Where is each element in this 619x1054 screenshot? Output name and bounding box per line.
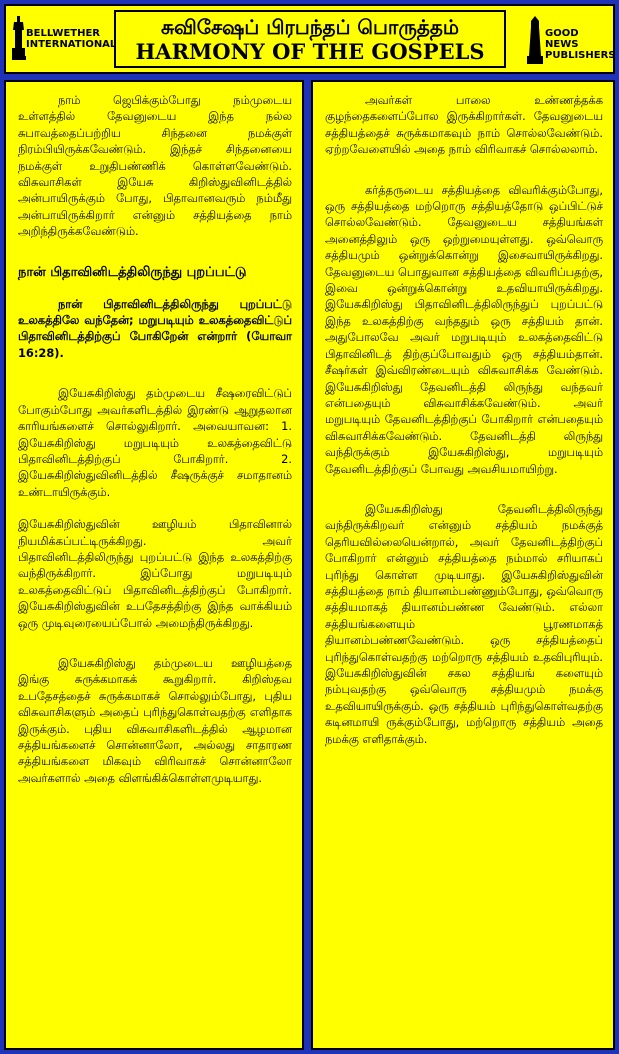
title-english: HARMONY OF THE GOSPELS (135, 39, 485, 64)
tower-icon (12, 16, 26, 60)
paragraph: இயேசுகிறிஸ்து தம்முடைய சீஷரைவிட்டுப் போகும்போது அவர்களிடத்தில் இரண்டு ஆறுதலான காரியங்களைச் சொல்லுகிறார். அவையாவன: 1. இயேசுகிறிஸ்து மறுபடியும் உலகத்தைவிட்டு பிதாவினிடத்திற்குப் போகிறார். 2. இயேசுகிறிஸ்துவினிடத்தில் சீஷருக்குச் சமாதானம் உண்டாயிருக்கும். (18, 386, 292, 499)
paragraph: இயேசுகிறிஸ்துவின் ஊழியம் பிதாவினால் நியமிக்கப்பட்டிருக்கிறது. அவர் பிதாவினிடத்திலிருந்து புறப்பட்டு இந்த உலகத்திற்கு வந்திருக்கிறார். இப்போது மறுபடியும் உலகத்தைவிட்டுப் பிதாவினிடத்திற்குப் போகிறார். இயேசுகிறிஸ்துவின் உபதேசத்திற்கு இந்த வாக்கியம் ஒரு முடிவுரையைப்போல் அமைந்திருக்கிறது. (18, 517, 292, 630)
bellwether-logo-text: BELLWETHER INTERNATIONAL (26, 28, 117, 50)
title-tamil: சுவிசேஷப் பிரபந்தப் பொருத்தம் (160, 15, 460, 39)
right-column (311, 80, 615, 1050)
lighthouse-icon (527, 16, 543, 64)
section-heading: நான் பிதாவினிடத்திலிருந்து புறப்பட்டு (18, 264, 247, 280)
header-banner (4, 4, 615, 74)
left-column (4, 80, 304, 1050)
bellwether-logo (12, 10, 117, 68)
scripture-verse: நான் பிதாவினிடத்திலிருந்து புறப்பட்டு உலகத்திலே வந்தேன்; மறுபடியும் உலகத்தைவிட்டுப் பிதாவினிடத்திற்குப் போகிறேன் என்றார் (யோவா 16:28). (18, 296, 292, 360)
paragraph: அவர்கள் பாலை உண்ணத்தக்க குழந்தைகளைப்போல இருக்கிறார்கள். தேவனுடைய சத்தியத்தைச் சுருக்கமாகவும் நாம் சொல்லவேண்டும். ஏற்றவேளையில் அதை நாம் விரிவாகச் சொல்லலாம். (325, 93, 603, 157)
paragraph: நாம் ஜெபிக்கும்போது நம்முடைய உள்ளத்தில் தேவனுடைய இந்த நல்ல சுபாவத்தைப்பற்றிய சிந்தனை நமக்குள் நிரம்பியிருக்கவேண்டும். இந்தச் சிந்தனையை நமக்குள் உறுதிபண்ணிக் கொள்ளவேண்டும். விசுவாசிகள் இயேசு கிறிஸ்துவினிடத்தில் அன்பாயிருக்கும் போது, பிதாவானவரும் நம்மீது அன்பாயிருக்கிறார் என்னும் சத்தியத்தை நாம் அறிந்திருக்கவேண்டும். (18, 93, 292, 239)
good-news-logo (527, 10, 616, 68)
paragraph: கர்த்தருடைய சத்தியத்தை விவரிக்கும்போது, ஒரு சத்தியத்தை மற்றொரு சத்தியத்தோடு ஒப்பிட்டுச் சொல்லவேண்டும். தேவனுடைய சத்தியங்கள் அனைத்திலும் ஒரு ஒற்றுமையுள்ளது. ஒவ்வொரு சத்தியமும் ஒன்றுக்கொன்று இசைவாயிருக்கிறது. தேவனுடைய பொதுவான சத்தியத்தை விவரிப்பதற்கு, இவை ஒன்றுக்கொன்று உதவியாயிருக்கிறது. இயேசுகிறிஸ்து பிதாவினிடத்திலிருந்துப் புறப்பட்டு இந்த உலகத்திற்கு வந்ததும் ஒரு சத்தியம் தான். அதுபோலவே அவர் மறுபடியும் உலகத்தைவிட்டு பிதாவினிடத் திற்குப்போவதும் ஒரு சத்தியம்தான். சீஷர்கள் இவ்விரண்டையும் விசுவாசிக்க வேண்டும். இயேசுகிறிஸ்து தேவனிடத்தி லிருந்து வந்தவர் என்பதையும் விசுவாசிக்கவேண்டும். அவர் மறுபடியும் தேவனிடத்திற்குப் போகிறார் என்பதையும் விசுவாசிக்கவேண்டும். தேவனிடத்தி லிருந்து வந்திருக்கும் இயேசுகிறிஸ்து, மறுபடியும் தேவனிடத்திற்குப் போவது அவசியமாயிற்று. (325, 182, 603, 476)
paragraph: இயேசுகிறிஸ்து தேவனிடத்திலிருந்து வந்திருக்கிறவர் என்னும் சத்தியம் நமக்குத் தெரியவில்லையென்றால், அவர் தேவனிடத்திற்குப் போகிறார் என்னும் சத்தியத்தை நம்மால் சரியாகப் புரிந்து கொள்ள முடியாது. இயேசுகிறிஸ்துவின் சத்தியத்தை நாம் தியானம்பண்ணும்போது, ஒவ்வொரு சத்தியமாகத் தியானம்பண்ண வேண்டும். எல்லா சத்தியங்களையும் பூரணமாகத் தியானம்பண்ணவேண்டும். ஒரு சத்தியத்தைப் புரிந்துகொள்வதற்கு மற்றொரு சத்தியம் உதவிபுரியும். இயேசுகிறிஸ்துவின் சகல சத்தியங் களையும் நம்புவதற்கு ஒவ்வொரு சத்தியமும் நமக்கு உதவியாயிருக்கும். ஒரு சத்தியம் புரிந்துகொள்வதற்கு கடினமாயி ருக்கும்போது, மற்றொரு சத்தியம் அதை நமக்கு எளிதாக்கும். (325, 501, 603, 746)
paragraph: இயேசுகிறிஸ்து தம்முடைய ஊழியத்தை இங்கு சுருக்கமாகக் கூறுகிறார். கிறிஸ்தவ உபதேசத்தைச் சுருக்கமாகச் சொல்லும்போது, புதிய விசுவாசிகளும் அதைப் புரிந்துகொள்வதற்கு எளிதாக இருக்கும். புதிய விசுவாசிகளிடத்தில் ஆழமான சத்தியங்களைச் சொன்னாலோ, அல்லது சாதாரண சத்தியங்களை மிகவும் விரிவாகச் சொன்னாலோ அவர்களால் அதை விளங்கிக்கொள்ளமுடியாது. (18, 655, 292, 785)
title-box (114, 10, 506, 68)
good-news-logo-text: GOOD NEWS PUBLISHERS (545, 28, 616, 61)
